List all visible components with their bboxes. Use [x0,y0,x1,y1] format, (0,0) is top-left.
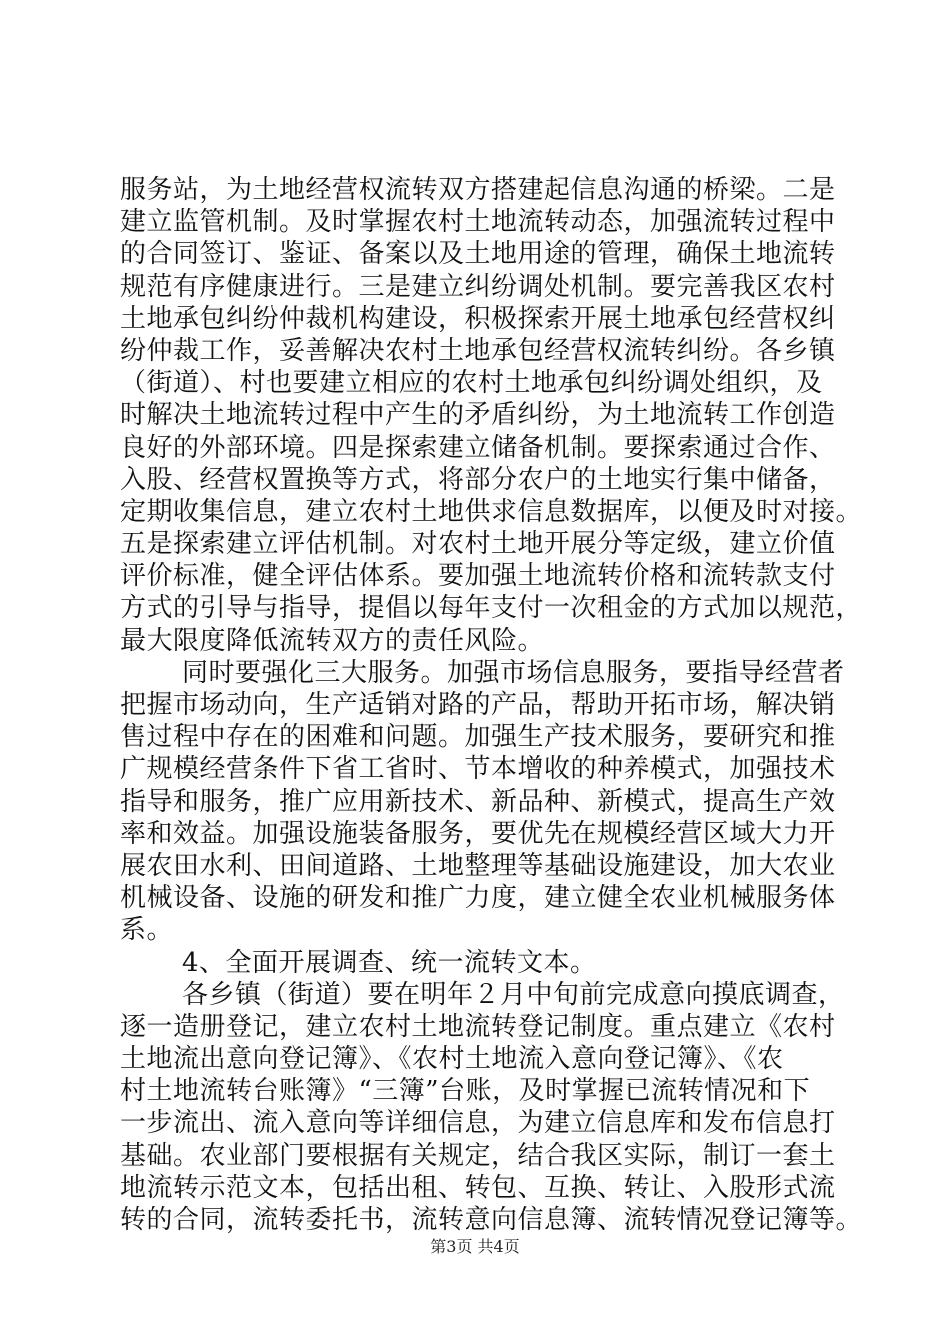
text-line: 展农田水利、田间道路、土地整理等基础设施建设，加大农业 [120,850,836,881]
text-line: （街道）、村也要建立相应的农村土地承包纠纷调处组织，及 [120,368,823,399]
text-line: 机械设备、设施的研发和推广力度，建立健全农业机械服务体 [120,883,836,914]
text-line: 定期收集信息，建立农村土地供求信息数据库，以便及时对接。 [120,496,863,527]
text-line: 服务站，为土地经营权流转双方搭建起信息沟通的桥梁。二是 [120,175,836,205]
text-line: 广规模经营条件下省工省时、节本增收的种养模式，加强技术 [120,754,836,785]
page-footer: 第3页 共4页 [430,1237,520,1256]
text-line: 一步流出、流入意向等详细信息，为建立信息库和发布信息打 [120,1108,836,1139]
text-line: 转的合同，流转委托书，流转意向信息簿、流转情况登记簿等。 [120,1205,863,1235]
text-line: 村土地流转台账簿》“三簿”台账，及时掌握已流转情况和下 [120,1076,811,1107]
document-body [120,174,863,1236]
text-line: 方式的引导与指导，提倡以每年支付一次租金的方式加以规范， [120,593,863,624]
text-line: 时解决土地流转过程中产生的矛盾纠纷，为土地流转工作创造 [120,400,836,431]
text-line: 同时要强化三大服务。加强市场信息服务，要指导经营者 [182,657,845,688]
text-line: 土地承包纠纷仲裁机构建设，积极探索开展土地承包经营权纠 [120,303,836,334]
text-line: 地流转示范文本，包括出租、转包、互换、转让、入股形式流 [120,1172,836,1203]
text-line: 逐一造册登记，建立农村土地流转登记制度。重点建立《农村 [120,1011,836,1042]
text-line: 率和效益。加强设施装备服务，要优先在规模经营区域大力开 [120,818,836,849]
text-line: 4、全面开展调查、统一流转文本。 [182,947,597,978]
text-line: 把握市场动向，生产适销对路的产品，帮助开拓市场，解决销 [120,690,836,720]
text-line: 五是探索建立评估机制。对农村土地开展分等定级，建立价值 [120,529,836,560]
text-line: 的合同签订、鉴证、备案以及土地用途的管理，确保土地流转 [120,239,836,270]
text-line: 入股、经营权置换等方式，将部分农户的土地实行集中储备， [120,464,836,495]
text-line: 建立监管机制。及时掌握农村土地流转动态，加强流转过程中 [120,207,836,238]
text-line: 各乡镇（街道）要在明年２月中旬前完成意向摸底调查， [182,979,845,1010]
text-line: 系。 [120,915,174,946]
text-line: 售过程中存在的困难和问题。加强生产技术服务，要研究和推 [120,722,836,753]
text-line: 最大限度降低流转双方的责任风险。 [120,625,545,656]
text-line: 土地流出意向登记簿》、《农村土地流入意向登记簿》、《农 [120,1044,784,1075]
text-line: 规范有序健康进行。三是建立纠纷调处机制。要完善我区农村 [120,271,836,302]
text-line: 基础。农业部门要根据有关规定，结合我区实际，制订一套土 [120,1140,836,1171]
text-line: 良好的外部环境。四是探索建立储备机制。要探索通过合作、 [120,432,836,463]
text-line: 纷仲裁工作，妥善解决农村土地承包经营权流转纠纷。各乡镇 [120,335,836,366]
text-line: 评价标准，健全评估体系。要加强土地流转价格和流转款支付 [120,561,836,592]
text-line: 指导和服务，推广应用新技术、新品种、新模式，提高生产效 [120,786,836,817]
